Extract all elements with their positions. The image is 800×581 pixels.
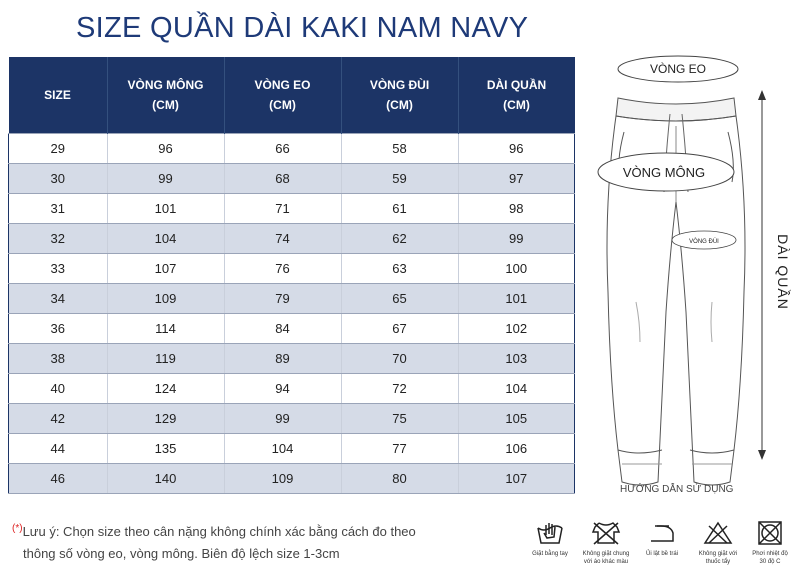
note-line-2: thông số vòng eo, vòng mông. Biên độ lệch size 1-3cm <box>23 546 340 561</box>
table-cell: 101 <box>458 284 575 314</box>
table-cell: 76 <box>224 254 341 284</box>
table-header-row <box>9 57 575 134</box>
table-row <box>9 284 575 314</box>
table-cell: 114 <box>107 314 224 344</box>
table-cell: 77 <box>341 434 458 464</box>
header-thigh: VÒNG ĐÙI (CM) <box>341 57 458 134</box>
table-cell: 42 <box>9 404 108 434</box>
table-cell: 97 <box>458 164 575 194</box>
table-cell: 99 <box>458 224 575 254</box>
table-cell: 38 <box>9 344 108 374</box>
table-cell: 61 <box>341 194 458 224</box>
table-cell: 36 <box>9 314 108 344</box>
pants-diagram <box>596 52 796 522</box>
table-cell: 59 <box>341 164 458 194</box>
table-row <box>9 314 575 344</box>
table-cell: 107 <box>458 464 575 494</box>
size-note <box>12 521 416 565</box>
table-cell: 31 <box>9 194 108 224</box>
table-row <box>9 164 575 194</box>
table-row <box>9 464 575 494</box>
table-cell: 74 <box>224 224 341 254</box>
header-waist: VÒNG EO (CM) <box>224 57 341 134</box>
table-cell: 104 <box>458 374 575 404</box>
note-line-1: Lưu ý: Chọn size theo cân nặng không chính xác bằng cách đo theo <box>22 524 416 539</box>
hand-wash-icon: Giặt bằng tay <box>522 520 578 558</box>
table-cell: 107 <box>107 254 224 284</box>
table-cell: 109 <box>224 464 341 494</box>
table-row <box>9 224 575 254</box>
table-cell: 101 <box>107 194 224 224</box>
table-cell: 102 <box>458 314 575 344</box>
table-cell: 129 <box>107 404 224 434</box>
hip-label: VÒNG MÔNG <box>622 165 706 180</box>
table-row <box>9 374 575 404</box>
thigh-label: VÒNG ĐÙI <box>689 239 719 245</box>
table-cell: 46 <box>9 464 108 494</box>
table-cell: 79 <box>224 284 341 314</box>
table-cell: 67 <box>341 314 458 344</box>
table-row <box>9 254 575 284</box>
table-cell: 99 <box>107 164 224 194</box>
table-cell: 103 <box>458 344 575 374</box>
table-cell: 94 <box>224 374 341 404</box>
table-cell: 66 <box>224 134 341 164</box>
table-cell: 96 <box>107 134 224 164</box>
table-row <box>9 404 575 434</box>
table-cell: 96 <box>458 134 575 164</box>
table-cell: 58 <box>341 134 458 164</box>
table-body <box>9 134 575 494</box>
header-length: DÀI QUẦN (CM) <box>458 57 575 134</box>
table-cell: 99 <box>224 404 341 434</box>
table-cell: 80 <box>341 464 458 494</box>
table-cell: 109 <box>107 284 224 314</box>
table-cell: 72 <box>341 374 458 404</box>
header-hip: VÒNG MÔNG (CM) <box>107 57 224 134</box>
table-cell: 124 <box>107 374 224 404</box>
table-cell: 30 <box>9 164 108 194</box>
table-cell: 33 <box>9 254 108 284</box>
table-cell: 68 <box>224 164 341 194</box>
table-cell: 98 <box>458 194 575 224</box>
table-cell: 135 <box>107 434 224 464</box>
table-row <box>9 344 575 374</box>
header-size: SIZE <box>9 57 108 134</box>
table-cell: 29 <box>9 134 108 164</box>
iron-inside-out-icon: Ủi lật bề trái <box>634 520 690 558</box>
page-title: SIZE QUẦN DÀI KAKI NAM NAVY <box>76 12 529 44</box>
table-cell: 34 <box>9 284 108 314</box>
size-table <box>8 57 575 494</box>
table-cell: 62 <box>341 224 458 254</box>
table-cell: 140 <box>107 464 224 494</box>
table-row <box>9 434 575 464</box>
table-cell: 106 <box>458 434 575 464</box>
tumble-dry-icon: Phơi nhiệt độ 30 độ C <box>742 520 798 566</box>
table-cell: 32 <box>9 224 108 254</box>
table-cell: 40 <box>9 374 108 404</box>
no-bleach-icon: Không giặt với thuốc tẩy <box>690 520 746 566</box>
table-cell: 71 <box>224 194 341 224</box>
table-cell: 75 <box>341 404 458 434</box>
length-label: DÀI QUẦN <box>775 234 791 310</box>
guide-label: HƯỚNG DẪN SỬ DỤNG <box>620 484 734 495</box>
table-row <box>9 194 575 224</box>
table-cell: 105 <box>458 404 575 434</box>
table-row <box>9 134 575 164</box>
table-cell: 104 <box>224 434 341 464</box>
table-cell: 100 <box>458 254 575 284</box>
table-cell: 119 <box>107 344 224 374</box>
waist-label: VÒNG EO <box>649 62 707 76</box>
table-cell: 65 <box>341 284 458 314</box>
table-cell: 104 <box>107 224 224 254</box>
table-cell: 70 <box>341 344 458 374</box>
no-mix-wash-icon: Không giặt chung với áo khác màu <box>578 520 634 566</box>
note-marker: (*) <box>12 523 23 534</box>
table-cell: 63 <box>341 254 458 284</box>
table-cell: 44 <box>9 434 108 464</box>
table-cell: 89 <box>224 344 341 374</box>
table-cell: 84 <box>224 314 341 344</box>
